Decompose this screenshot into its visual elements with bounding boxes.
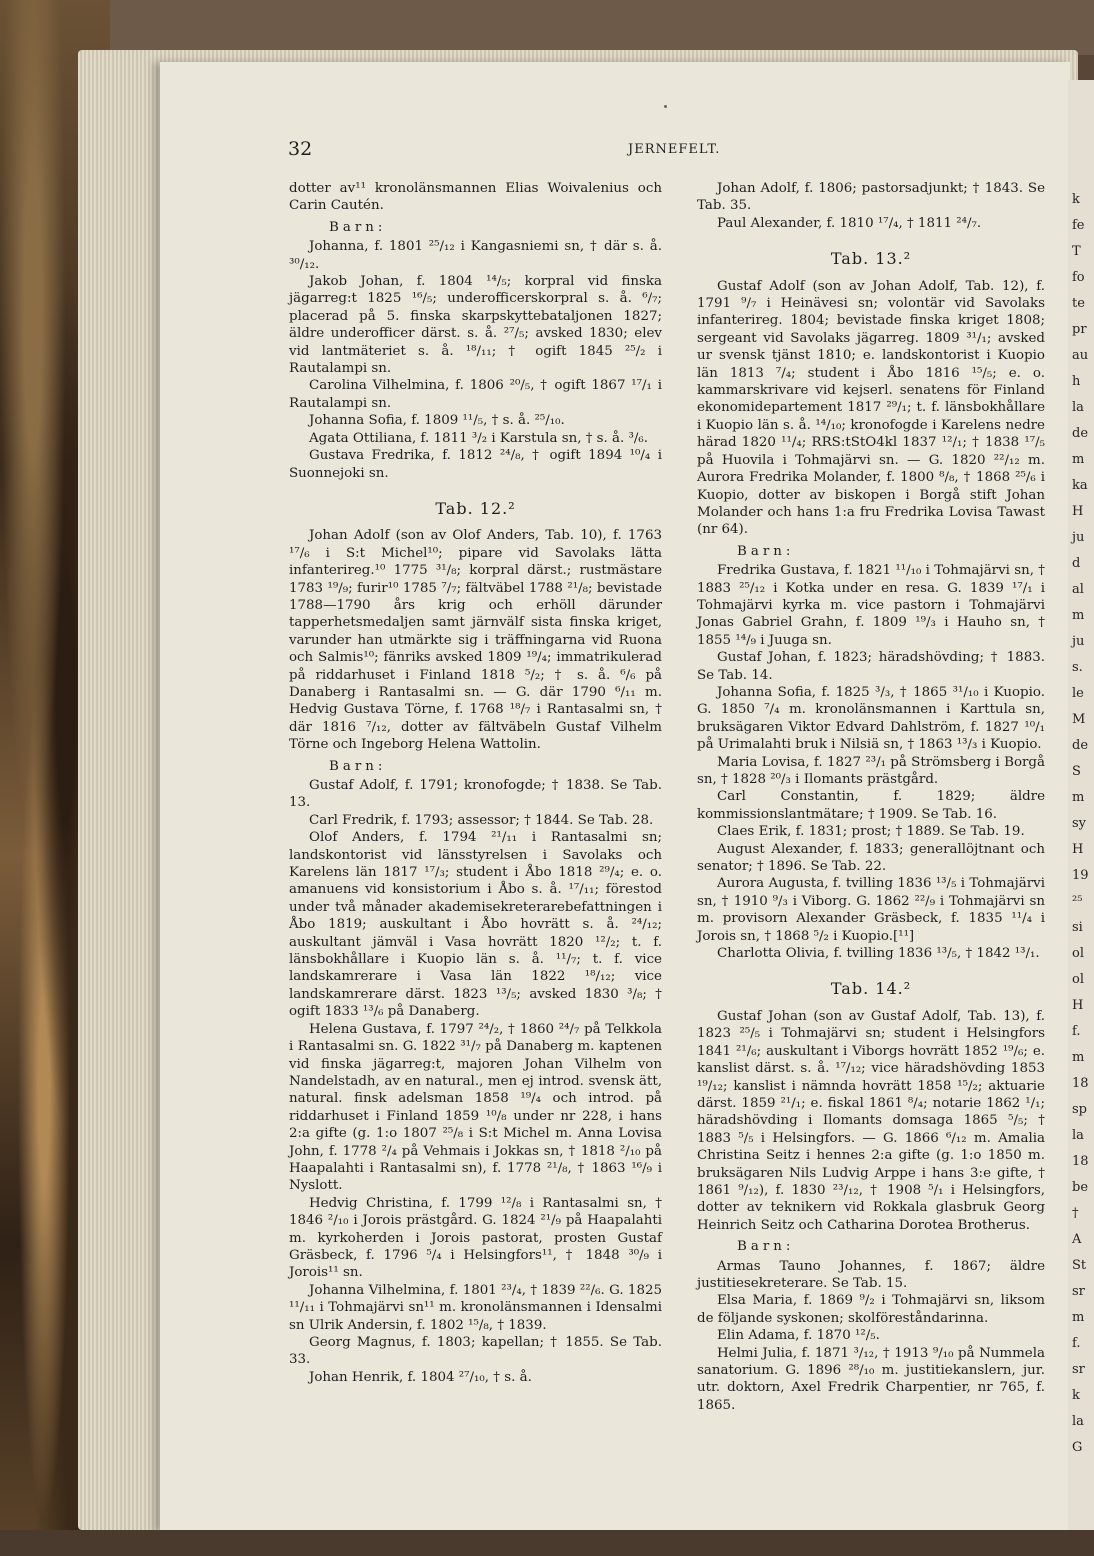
next-page-fragment: ol: [1072, 972, 1084, 987]
entry-paragraph: Gustaf Johan, f. 1823; häradshövding; † 1883. Se Tab. 14.: [697, 650, 1045, 683]
entry-paragraph: Carl Constantin, f. 1829; äldre kommissionslantmätare; † 1909. Se Tab. 16.: [697, 789, 1045, 822]
entry-paragraph: Johan Henrik, f. 1804 ²⁷/₁₀, † s. å.: [309, 1369, 532, 1385]
next-page-fragment: 19: [1072, 868, 1089, 883]
next-page-fragment: sr: [1072, 1284, 1085, 1299]
next-page-fragment: A: [1072, 1232, 1082, 1247]
next-page-fragment: le: [1072, 686, 1084, 701]
entry-paragraph: Helmi Julia, f. 1871 ³/₁₂, † 1913 ⁹/₁₀ på Nummela sanatorium. G. 1896 ²⁸/₁₀ m. justitiekanslern, jur. utr. doktorn, Axel Fredrik Charpentier, nr 765, f. 1865.: [697, 1345, 1045, 1413]
entry-paragraph: Aurora Augusta, f. tvilling 1836 ¹³/₅ i Tohmajärvi sn, † 1910 ⁹/₃ i Viborg. G. 1862 ²²/₉ i Tohmajärvi sn m. provisorn Alexander Gräsbeck, f. 1835 ¹¹/₄ i Jorois sn, † 1868 ⁵/₂ i Kuopio.[¹¹]: [697, 876, 1045, 944]
entry-paragraph: Paul Alexander, f. 1810 ¹⁷/₄, † 1811 ²⁴/₇.: [717, 215, 982, 231]
background-top: [0, 0, 1094, 55]
entry-paragraph: Gustaf Adolf (son av Johan Adolf, Tab. 12), f. 1791 ⁹/₇ i Heinävesi sn; volontär vid Savolaks infanterireg. 1804; bevistade finska kriget 1808; sergeant vid Savolaks jägarreg. 1809 ³¹/₁; avsked ur svensk tjänst 1810; e. landskontorist i Kuopio län 1813 ⁷/₄; student i Åbo 1816 ¹⁵/₅; e. o. kammarskrivare vid kejserl. senatens för Finland ekonomidepartement 1817 ²⁹/₁; t. f. länsbokhållare i Kuopio län s. å. ¹⁴/₁₀; kronofogde i Karelens nedre härad 1820 ¹¹/₄; RRS:tStO4kl 1837 ¹²/₁; † 1838 ¹⁷/₅ på Huovila i Tohmajärvi sn. — G. 1820 ²²/₁₂ m. Aurora Fredrika Molander, f. 1800 ⁸/₈, † 1868 ²⁵/₆ i Kuopio, dotter av biskopen i Borgå stift Johan Molander och hans 1:a fru Fredrika Lovisa Tawast (nr 64).: [697, 278, 1045, 538]
next-page-fragment: H: [1072, 504, 1084, 519]
next-page-fragment: k: [1072, 1388, 1080, 1403]
entry-paragraph: Johanna Vilhelmina, f. 1801 ²³/₄, † 1839 ²²/₆. G. 1825 ¹¹/₁₁ i Tohmajärvi sn¹¹ m. kronolänsmannen i Idensalmi sn Ulrik Andersin, f. 1802 ¹⁵/₈, † 1839.: [289, 1282, 662, 1333]
next-page-fragment: m: [1072, 1310, 1085, 1325]
next-page-fragment: ju: [1072, 634, 1085, 649]
entry-paragraph: Carl Fredrik, f. 1793; assessor; † 1844. Se Tab. 28.: [309, 812, 654, 828]
next-page-fragment: m: [1072, 790, 1085, 805]
entry-paragraph: Olof Anders, f. 1794 ²¹/₁₁ i Rantasalmi sn; landskontorist vid länsstyrelsen i Savolaks och Karelens län 1817 ¹⁷/₃; student i Åbo 1818 ²⁹/₄; e. o. amanuens vid konsistorium i Åbo s. å. ¹⁷/₁₁; förestod under två månader akademisekreterarebefattningen i Åbo 1819; auskultant i Åbo hovrätt s. å. ²⁴/₁₂; auskultant jämväl i Vasa hovrätt 1820 ¹²/₂; t. f. länsbokhållare i Kuopio län s. å. ¹¹/₇; t. f. vice landskamrerare i Vasa län 1822 ¹⁸/₁₂; vice landskamrerare därst. 1823 ¹³/₅; avsked 1830 ³/₈; † ogift 1833 ¹³/₆ på Danaberg.: [289, 830, 662, 1020]
next-page-fragment: si: [1072, 920, 1083, 935]
next-page-fragment: la: [1072, 1128, 1084, 1143]
next-page-fragment: te: [1072, 296, 1085, 311]
next-page-fragment: de: [1072, 738, 1089, 753]
entry-paragraph: Maria Lovisa, f. 1827 ²³/₁ på Strömsberg i Borgå sn, † 1828 ²⁰/₃ i Ilomants prästgård.: [697, 754, 1045, 787]
next-page-fragment: la: [1072, 400, 1084, 415]
next-page-fragment: 18: [1072, 1076, 1089, 1091]
next-page-fragment: m: [1072, 1050, 1085, 1065]
next-page-fragment: St: [1072, 1258, 1087, 1273]
entry-paragraph: August Alexander, f. 1833; generallöjtnant och senator; † 1896. Se Tab. 22.: [697, 841, 1045, 875]
next-page-fragment: sp: [1072, 1102, 1087, 1117]
next-page-fragment: H: [1072, 842, 1084, 857]
entry-paragraph: Armas Tauno Johannes, f. 1867; äldre justitiesekreterare. Se Tab. 15.: [697, 1258, 1045, 1291]
page-mark: [664, 105, 667, 108]
next-page-fragment: H: [1072, 998, 1084, 1013]
entry-paragraph: Johanna, f. 1801 ²⁵/₁₂ i Kangasniemi sn, † där s. å. ³⁰/₁₂.: [289, 239, 662, 272]
entry-paragraph: Helena Gustava, f. 1797 ²⁴/₂, † 1860 ²⁴/₇ på Telkkola i Rantasalmi sn. G. 1822 ³¹/₇ på Danaberg m. kaptenen vid finska jägarreg:t, majoren Johan Vilhelm von Nandelstadh, av en natural., men ej introd. svensk ätt, natural. finsk adelsman 1858 ¹⁹/₄ och introd. på riddarhuset i Finland 1859 ¹⁰/₈ under nr 228, i hans 2:a gifte (g. 1:o 1807 ²⁵/₈ i S:t Michel m. Anna Lovisa John, f. 1778 ²/₄ på Vehmais i Jokkas sn, † 1818 ²/₁₀ på Haapalahti i Rantasalmi sn), f. 1778 ²¹/₈, † 1863 ¹⁶/₉ i Nyslott.: [289, 1021, 662, 1194]
entry-paragraph: Elsa Maria, f. 1869 ⁹/₂ i Tohmajärvi sn, liksom de följande syskonen; skolföreståndarinna.: [697, 1293, 1045, 1326]
next-page-fragment: h: [1072, 374, 1081, 389]
entry-paragraph: Johan Adolf (son av Olof Anders, Tab. 10), f. 1763 ¹⁷/₆ i S:t Michel¹⁰; pipare vid Savolaks lätta infanterireg.¹⁰ 1775 ³¹/₈; korpral därst.; rustmästare 1783 ¹⁹/₉; furir¹⁰ 1785 ⁷/₇; fältväbel 1788 ²¹/₈; bevistade 1788—1790 års krig och erhöll därunder tapperhetsmedaljen samt järnvälf sista finska kriget, varunder han utmärkte sig i träffningarna vid Ruona och Salmis¹⁰; fänriks avsked 1809 ¹⁹/₄; immatrikulerad på riddarhuset i Finland 1818 ⁵/₂; † s. å. ⁶/₆ på Danaberg i Rantasalmi sn. — G. där 1790 ⁶/₁₁ m. Hedvig Gustava Törne, f. 1768 ¹⁸/₇ i Rantasalmi sn, † där 1816 ⁷/₁₂, dotter av fältväbeln Gustaf Vilhelm Törne och Ingeborg Helena Wattolin.: [289, 528, 662, 753]
entry-paragraph: Charlotta Olivia, f. tvilling 1836 ¹³/₅, † 1842 ¹³/₁.: [717, 946, 1040, 962]
next-page-fragment: 18: [1072, 1154, 1089, 1169]
next-page-fragment: M: [1072, 712, 1086, 727]
left-column: [289, 180, 662, 1386]
page-number: 32: [288, 138, 313, 160]
next-page-fragment: f.: [1072, 1336, 1081, 1351]
next-page-fragment: sy: [1072, 816, 1087, 831]
children-heading: Barn:: [329, 758, 387, 774]
next-page-fragment: fe: [1072, 218, 1085, 233]
entry-paragraph: Fredrika Gustava, f. 1821 ¹¹/₁₀ i Tohmajärvi sn, † 1883 ²⁵/₁₂ i Kotka under en resa. G. 1839 ¹⁷/₁ i Tohmajärvi kyrka m. vice pastorn i Tohmajärvi Jonas Gabriel Grahn, f. 1809 ¹⁹/₃ i Hauho sn, † 1855 ¹⁴/₉ i Juuga sn.: [697, 563, 1045, 648]
entry-paragraph: Gustaf Johan (son av Gustaf Adolf, Tab. 13), f. 1823 ²⁵/₅ i Tohmajärvi sn; student i Helsingfors 1841 ²¹/₆; auskultant i Viborgs hovrätt 1852 ¹⁹/₆; e. kanslist därst. s. å. ¹⁷/₁₂; vice häradshövding 1853 ¹⁹/₁₂; kanslist i nämnda hovrätt 1858 ¹⁵/₂; aktuarie därst. 1859 ²¹/₁; e. fiskal 1861 ⁸/₄; notarie 1862 ¹/₁; häradshövding i Ilomants domsaga 1865 ⁵/₅; † 1883 ⁵/₅ i Helsingfors. — G. 1866 ⁶/₁₂ m. Amalia Christina Seitz i hennes 2:a gifte (g. 1:o 1850 m. bruksägaren Nils Ludvig Arppe i hans 3:e gifte, † 1861 ⁹/₁₂), f. 1830 ²³/₁₂, † 1908 ⁵/₁ i Helsingfors, dotter av teknikern vid Rokkala glasbruk Georg Heinrich Seitz och Catharina Dorotea Brotherus.: [697, 1008, 1045, 1233]
next-page-fragment: d: [1072, 556, 1081, 571]
next-page-fragment: la: [1072, 1414, 1084, 1429]
next-page-fragment: s.: [1072, 660, 1083, 675]
next-page-fragment: m: [1072, 452, 1085, 467]
entry-paragraph: Johanna Sofia, f. 1809 ¹¹/₅, † s. å. ²⁵/₁₀.: [309, 413, 565, 429]
next-page-fragment: ju: [1072, 530, 1085, 545]
entry-paragraph: Georg Magnus, f. 1803; kapellan; † 1855. Se Tab. 33.: [289, 1335, 662, 1368]
next-page-fragment: fo: [1072, 270, 1085, 285]
next-page-fragment: de: [1072, 426, 1089, 441]
entry-paragraph: Claes Erik, f. 1831; prost; † 1889. Se Tab. 19.: [717, 824, 1025, 840]
right-column: [697, 180, 1045, 1414]
next-page-fragment: au: [1072, 348, 1089, 363]
next-page-fragment: al: [1072, 582, 1084, 597]
next-page-fragment: ka: [1072, 478, 1088, 493]
next-page-fragment: f.: [1072, 1024, 1081, 1039]
background-bottom: [0, 1530, 1094, 1556]
children-heading: Barn:: [737, 1239, 795, 1255]
children-heading: Barn:: [329, 219, 387, 235]
entry-paragraph: Gustaf Adolf, f. 1791; kronofogde; † 1838. Se Tab. 13.: [289, 778, 662, 811]
next-page-fragment: ²⁵: [1072, 894, 1083, 909]
table-heading: Tab. 12.²: [435, 498, 516, 518]
next-page-fragment: ol: [1072, 946, 1084, 961]
next-page-fragment: G: [1072, 1440, 1083, 1455]
next-page-fragment: †: [1072, 1206, 1079, 1221]
next-page-fragment: k: [1072, 192, 1080, 207]
entry-paragraph: Carolina Vilhelmina, f. 1806 ²⁰/₅, † ogift 1867 ¹⁷/₁ i Rautalampi sn.: [289, 378, 662, 411]
table-heading: Tab. 13.²: [830, 249, 912, 269]
next-page-fragment: m: [1072, 608, 1085, 623]
next-page-fragment: pr: [1072, 322, 1087, 337]
entry-paragraph: Johan Adolf, f. 1806; pastorsadjunkt; † 1843. Se Tab. 35.: [697, 181, 1045, 214]
children-heading: Barn:: [737, 543, 795, 559]
entry-paragraph: Jakob Johan, f. 1804 ¹⁴/₅; korpral vid finska jägarreg:t 1825 ¹⁶/₅; underofficerskorpral s. å. ⁶/₇; placerad på 5. finska skarpskyttebataljonen 1827; äldre underofficer därst. s. å. ²⁷/₅; avsked 1830; elev vid lantmäteriet s. å. ¹⁸/₁₁; † ogift 1845 ²⁵/₂ i Rautalampi sn.: [289, 274, 662, 377]
next-page-fragment: T: [1072, 244, 1081, 259]
next-page-fragment: sr: [1072, 1362, 1085, 1377]
running-head: JERNEFELT.: [628, 142, 721, 157]
next-page-fragment: S: [1072, 764, 1081, 779]
entry-paragraph: Elin Adama, f. 1870 ¹²/₅.: [717, 1328, 880, 1344]
entry-paragraph: Johanna Sofia, f. 1825 ³/₃, † 1865 ³¹/₁₀ i Kuopio. G. 1850 ⁷/₄ m. kronolänsmannen i Karttula sn, bruksägaren Viktor Edvard Dahlström, f. 1827 ¹⁰/₁ på Urimalahti bruk i Nilsiä sn, † 1863 ¹³/₃ i Kuopio.: [697, 684, 1045, 753]
table-heading: Tab. 14.²: [830, 979, 912, 999]
entry-paragraph: Agata Ottiliana, f. 1811 ³/₂ i Karstula sn, † s. å. ³/₆.: [309, 430, 649, 446]
entry-paragraph: Gustava Fredrika, f. 1812 ²⁴/₈, † ogift 1894 ¹⁰/₄ i Suonnejoki sn.: [289, 448, 662, 481]
entry-paragraph: dotter av¹¹ kronolänsmannen Elias Woivalenius och Carin Cautén.: [289, 181, 662, 214]
next-page-fragment: be: [1072, 1180, 1089, 1195]
entry-paragraph: Hedvig Christina, f. 1799 ¹²/₈ i Rantasalmi sn, † 1846 ²/₁₀ i Jorois prästgård. G. 1824 ²¹/₉ på Haapalahti m. kyrkoherden i Jorois pastorat, prosten Gustaf Gräsbeck, f. 1796 ⁵/₄ i Helsingfors¹¹, † 1848 ³⁰/₉ i Jorois¹¹ sn.: [289, 1195, 662, 1281]
next-page-edge: [1068, 80, 1094, 1530]
